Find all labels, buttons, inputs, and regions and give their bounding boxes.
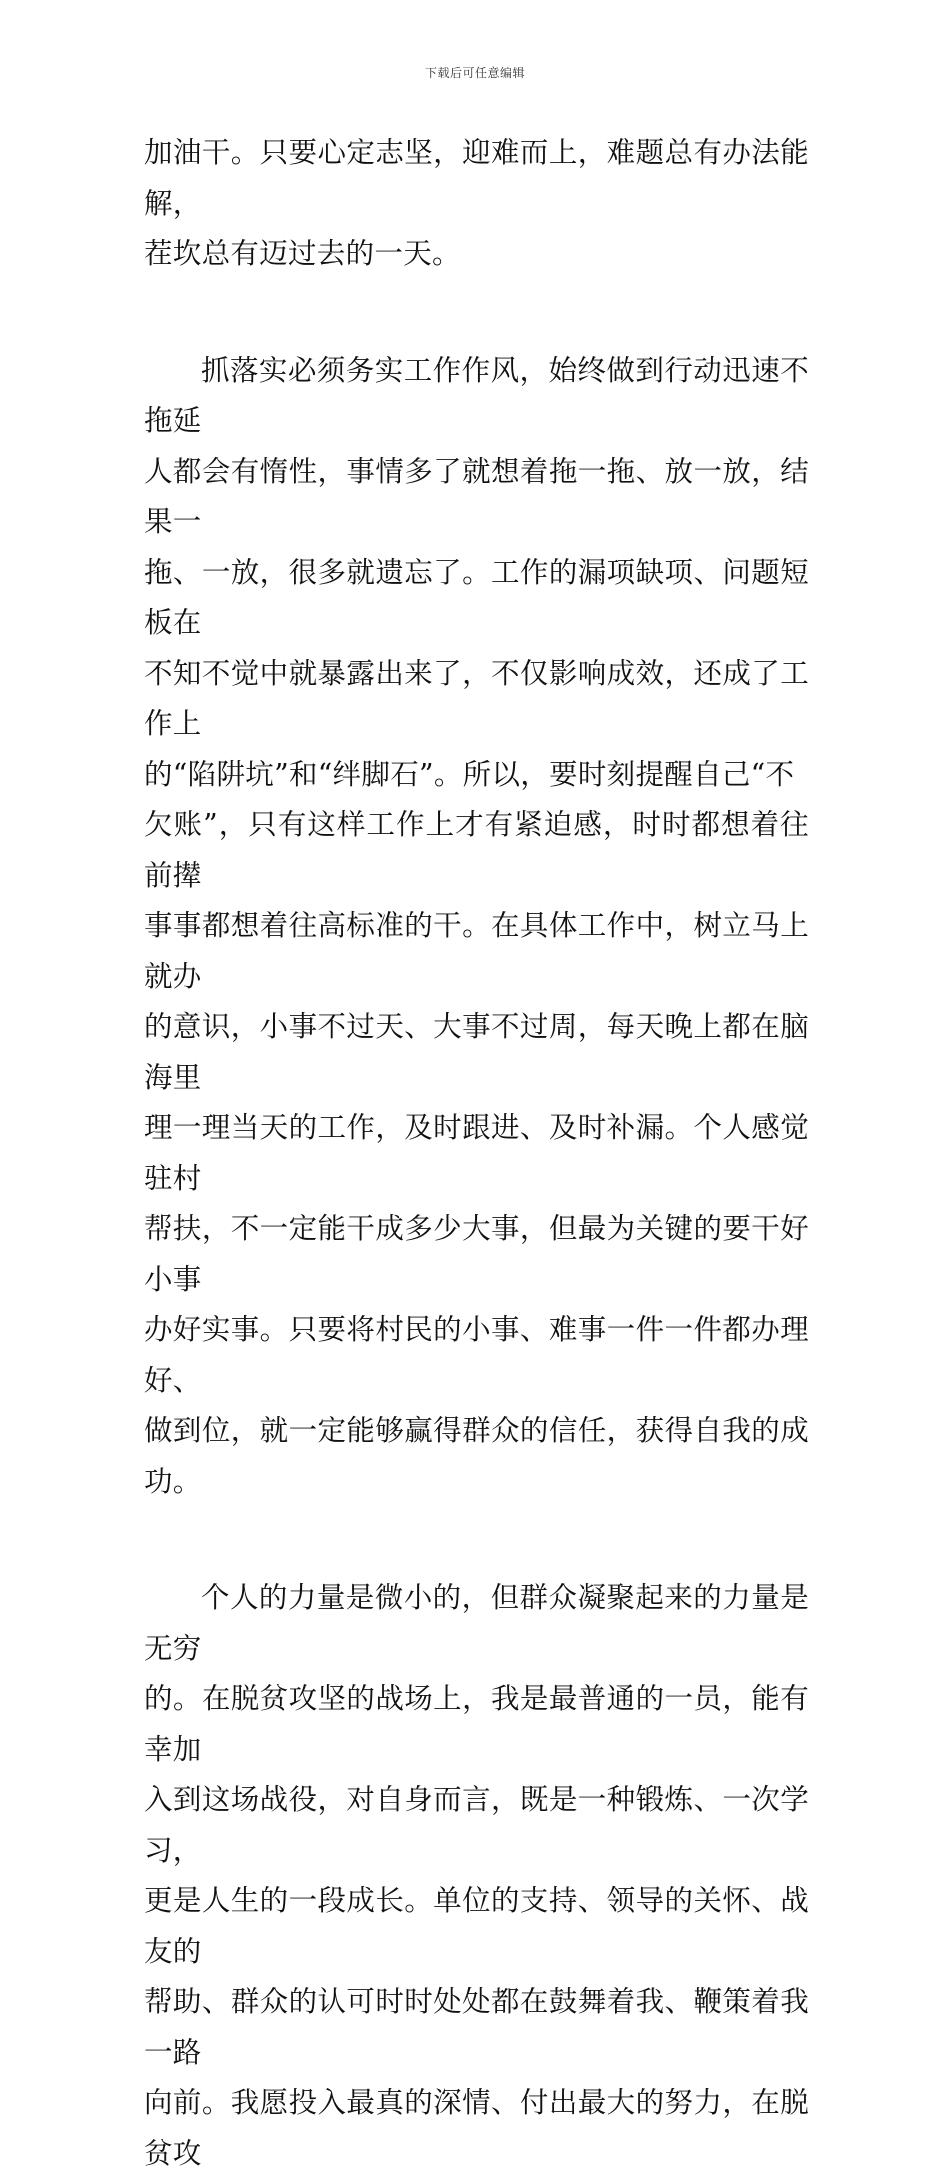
paragraph-1-line-1: 加油干。只要心定志坚，迎难而上，难题总有办法能解，: [144, 136, 809, 220]
paragraph-1-line-2: 茬坎总有迈过去的一天。: [144, 237, 461, 270]
paragraph-3-line-3: 入到这场战役，对自身而言，既是一种锻炼、一次学习，: [144, 1783, 809, 1867]
paragraph-3-line-2: 的。在脱贫攻坚的战场上，我是最普通的一员，能有幸加: [144, 1682, 809, 1766]
paragraph-2-line-7: 事事都想着往高标准的干。在具体工作中，树立马上就办: [144, 909, 809, 993]
paragraph-1: [144, 128, 809, 280]
paragraph-3: [144, 1573, 809, 2179]
paragraph-2-line-10: 帮扶，不一定能干成多少大事，但最为关键的要干好小事: [144, 1212, 809, 1296]
paragraph-2-line-3: 拖、一放，很多就遗忘了。工作的漏项缺项、问题短板在: [144, 555, 809, 639]
paragraph-2-line-6: 欠账”，只有这样工作上才有紧迫感，时时都想着往前撵: [144, 808, 809, 892]
paragraph-2-line-4: 不知不觉中就暴露出来了，不仅影响成效，还成了工作上: [144, 656, 809, 740]
paragraph-2-line-8: 的意识，小事不过天、大事不过周，每天晚上都在脑海里: [144, 1010, 809, 1094]
page-header: 下载后可任意编辑: [424, 66, 525, 80]
document-body: [144, 128, 809, 2179]
paragraph-3-line-1: 个人的力量是微小的，但群众凝聚起来的力量是无穷: [144, 1581, 809, 1665]
paragraph-2-line-11: 办好实事。只要将村民的小事、难事一件一件都办理好、: [144, 1313, 809, 1397]
paragraph-3-line-6: 向前。我愿投入最真的深情、付出最大的努力，在脱贫攻: [144, 2086, 809, 2170]
paragraph-2-line-1: 抓落实必须务实工作作风，始终做到行动迅速不拖延: [144, 353, 809, 437]
paragraph-2: [144, 346, 809, 1508]
paragraph-spacer: [144, 280, 809, 346]
paragraph-3-line-4: 更是人生的一段成长。单位的支持、领导的关怀、战友的: [144, 1884, 809, 1968]
paragraph-2-line-9: 理一理当天的工作，及时跟进、及时补漏。个人感觉驻村: [144, 1111, 809, 1195]
paragraph-spacer: [144, 1507, 809, 1573]
paragraph-3-line-5: 帮助、群众的认可时时处处都在鼓舞着我、鞭策着我一路: [144, 1985, 809, 2069]
paragraph-2-line-12: 做到位，就一定能够赢得群众的信任，获得自我的成功。: [144, 1414, 809, 1498]
paragraph-2-line-5: 的“陷阱坑”和“绊脚石”。所以，要时刻提醒自己“不: [144, 757, 795, 791]
paragraph-2-line-2: 人都会有惰性，事情多了就想着拖一拖、放一放，结果一: [144, 454, 809, 538]
